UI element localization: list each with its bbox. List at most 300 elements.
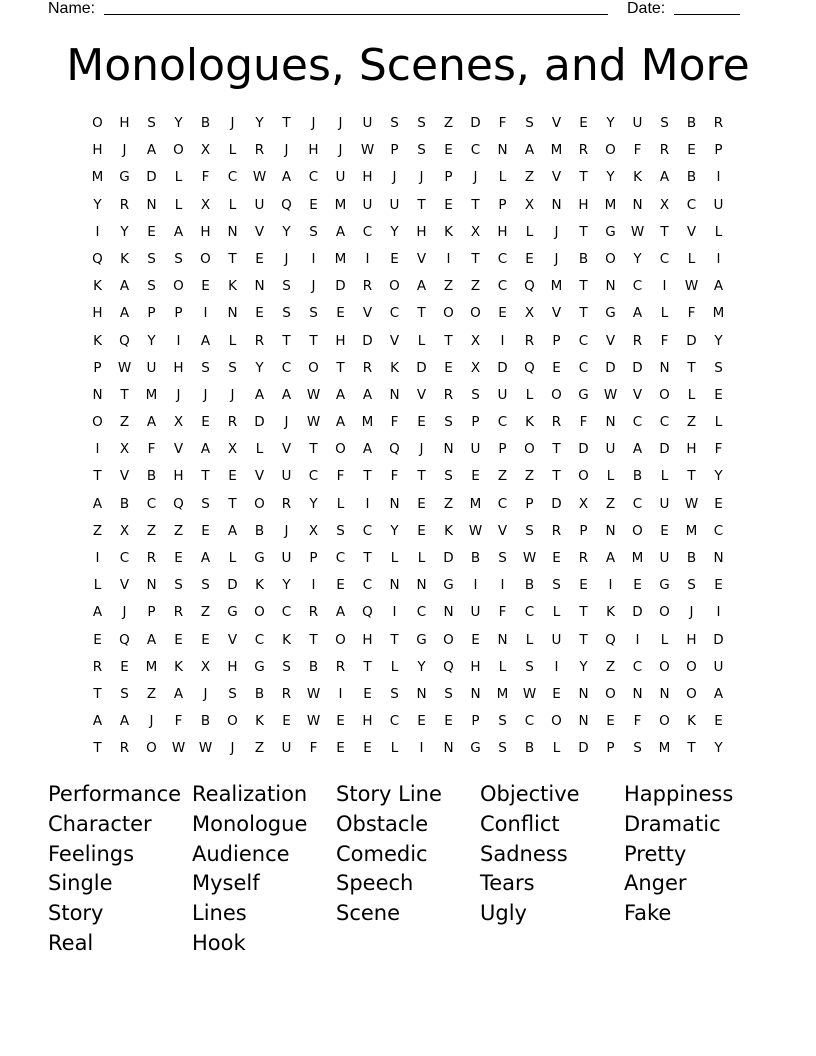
grid-letter[interactable]: J [230, 740, 235, 757]
grid-letter[interactable]: L [498, 658, 507, 675]
grid-letter[interactable]: W [306, 713, 321, 730]
grid-letter[interactable]: R [551, 414, 562, 431]
grid-letter[interactable]: I [176, 332, 181, 349]
grid-letter[interactable]: S [525, 658, 534, 675]
grid-letter[interactable]: W [360, 142, 375, 159]
grid-letter[interactable]: O [659, 658, 670, 675]
grid-letter[interactable]: Z [146, 685, 157, 702]
grid-letter[interactable]: N [632, 685, 643, 702]
grid-letter[interactable]: W [306, 414, 321, 431]
grid-letter[interactable]: N [254, 278, 265, 295]
grid-letter[interactable]: L [660, 305, 669, 322]
grid-letter[interactable]: C [146, 495, 157, 512]
grid-letter[interactable]: V [254, 468, 265, 485]
grid-letter[interactable]: O [254, 604, 265, 621]
grid-letter[interactable]: T [579, 278, 588, 295]
grid-letter[interactable]: T [228, 495, 237, 512]
grid-letter[interactable]: F [147, 441, 156, 458]
grid-letter[interactable]: G [227, 604, 238, 621]
grid-letter[interactable]: Q [605, 631, 616, 648]
grid-letter[interactable]: C [389, 713, 400, 730]
grid-letter[interactable]: F [660, 332, 669, 349]
grid-letter[interactable]: Y [714, 468, 723, 485]
grid-letter[interactable]: B [524, 740, 535, 757]
grid-letter[interactable]: R [578, 550, 589, 566]
grid-letter[interactable]: A [713, 278, 724, 295]
grid-letter[interactable]: M [658, 740, 671, 757]
grid-letter[interactable]: A [119, 278, 130, 295]
grid-letter[interactable]: W [198, 740, 213, 757]
grid-letter[interactable]: U [605, 441, 616, 458]
grid-letter[interactable]: R [119, 196, 130, 213]
grid-letter[interactable]: C [362, 522, 373, 539]
grid-letter[interactable]: H [578, 196, 589, 213]
grid-letter[interactable]: P [579, 522, 588, 539]
grid-letter[interactable]: B [524, 577, 535, 594]
grid-letter[interactable]: W [117, 359, 132, 376]
grid-letter[interactable]: A [281, 169, 292, 186]
grid-letter[interactable]: S [714, 359, 723, 376]
grid-letter[interactable]: Y [309, 495, 318, 512]
grid-letter[interactable]: S [687, 577, 696, 594]
grid-letter[interactable]: T [579, 223, 588, 240]
grid-letter[interactable]: M [550, 278, 563, 295]
grid-letter[interactable]: Q [443, 658, 454, 675]
grid-letter[interactable]: N [443, 740, 454, 757]
grid-letter[interactable]: A [362, 386, 373, 403]
grid-letter[interactable]: T [93, 740, 102, 757]
grid-letter[interactable]: U [335, 169, 346, 186]
grid-letter[interactable]: R [578, 142, 589, 159]
grid-letter[interactable]: E [201, 278, 210, 295]
grid-letter[interactable]: K [390, 359, 399, 376]
grid-letter[interactable]: V [686, 223, 697, 240]
grid-letter[interactable]: P [444, 169, 453, 186]
grid-letter[interactable]: A [227, 522, 238, 539]
grid-letter[interactable]: O [200, 250, 211, 267]
grid-letter[interactable]: C [497, 495, 508, 512]
grid-letter[interactable]: Z [92, 522, 103, 539]
grid-letter[interactable]: U [497, 386, 508, 403]
grid-letter[interactable]: J [284, 250, 289, 267]
grid-letter[interactable]: Q [281, 196, 292, 213]
grid-letter[interactable]: V [281, 441, 292, 458]
grid-letter[interactable]: S [552, 577, 561, 594]
grid-letter[interactable]: E [552, 359, 561, 376]
grid-letter[interactable]: Q [389, 441, 400, 458]
grid-letter[interactable]: B [686, 169, 697, 186]
grid-letter[interactable]: N [389, 577, 400, 594]
grid-letter[interactable]: N [632, 196, 643, 213]
grid-letter[interactable]: A [200, 441, 211, 458]
grid-letter[interactable]: T [417, 468, 426, 485]
grid-letter[interactable]: P [714, 142, 723, 159]
grid-letter[interactable]: X [659, 196, 670, 213]
grid-letter[interactable]: R [119, 740, 130, 757]
grid-letter[interactable]: H [335, 332, 346, 349]
grid-letter[interactable]: J [338, 115, 343, 131]
grid-letter[interactable]: S [282, 278, 291, 295]
grid-letter[interactable]: P [390, 142, 399, 159]
grid-letter[interactable]: Y [255, 115, 264, 131]
grid-letter[interactable]: T [417, 305, 426, 322]
grid-letter[interactable]: N [227, 223, 238, 240]
grid-letter[interactable]: B [200, 115, 211, 131]
grid-letter[interactable]: O [173, 278, 184, 295]
grid-letter[interactable]: Z [524, 169, 535, 186]
grid-letter[interactable]: N [146, 196, 157, 213]
grid-letter[interactable]: O [335, 441, 346, 458]
grid-letter[interactable]: E [444, 359, 453, 376]
grid-letter[interactable]: A [713, 685, 724, 702]
grid-letter[interactable]: Z [173, 522, 184, 539]
grid-letter[interactable]: I [338, 685, 343, 702]
grid-letter[interactable]: E [93, 631, 102, 648]
grid-letter[interactable]: O [686, 685, 697, 702]
grid-letter[interactable]: M [145, 386, 158, 403]
grid-letter[interactable]: A [605, 550, 616, 566]
grid-letter[interactable]: H [227, 658, 238, 675]
grid-letter[interactable]: L [714, 223, 723, 240]
grid-letter[interactable]: N [389, 386, 400, 403]
grid-letter[interactable]: R [308, 604, 319, 621]
grid-letter[interactable]: Z [443, 115, 454, 131]
grid-letter[interactable]: E [228, 468, 237, 485]
grid-letter[interactable]: K [93, 332, 102, 349]
grid-letter[interactable]: S [525, 115, 534, 131]
grid-letter[interactable]: F [390, 414, 399, 431]
grid-letter[interactable]: H [416, 223, 427, 240]
grid-letter[interactable]: E [714, 495, 723, 512]
grid-letter[interactable]: T [228, 250, 237, 267]
grid-letter[interactable]: P [309, 550, 318, 566]
grid-letter[interactable]: Z [605, 658, 616, 675]
grid-letter[interactable]: S [282, 305, 291, 322]
grid-letter[interactable]: L [552, 604, 561, 621]
grid-letter[interactable]: R [524, 332, 535, 349]
grid-letter[interactable]: T [120, 386, 129, 403]
grid-letter[interactable]: V [551, 115, 562, 131]
grid-letter[interactable]: A [281, 386, 292, 403]
grid-letter[interactable]: F [579, 414, 588, 431]
grid-letter[interactable]: P [498, 441, 507, 458]
grid-letter[interactable]: T [579, 631, 588, 648]
grid-letter[interactable]: N [578, 713, 589, 730]
grid-letter[interactable]: A [335, 414, 346, 431]
grid-letter[interactable]: U [551, 631, 562, 648]
grid-letter[interactable]: A [92, 604, 103, 621]
grid-letter[interactable]: J [230, 115, 235, 131]
grid-letter[interactable]: Y [147, 332, 156, 349]
grid-letter[interactable]: J [122, 142, 127, 159]
grid-letter[interactable]: K [255, 713, 264, 730]
grid-letter[interactable]: I [716, 604, 721, 621]
grid-letter[interactable]: U [713, 658, 724, 675]
grid-letter[interactable]: L [174, 196, 183, 213]
grid-letter[interactable]: H [686, 631, 697, 648]
grid-letter[interactable]: E [255, 250, 264, 267]
grid-letter[interactable]: L [660, 468, 669, 485]
grid-letter[interactable]: E [201, 631, 210, 648]
grid-letter[interactable]: A [119, 713, 130, 730]
grid-letter[interactable]: Y [120, 223, 129, 240]
grid-letter[interactable]: J [311, 115, 316, 131]
grid-letter[interactable]: O [335, 631, 346, 648]
grid-letter[interactable]: F [309, 740, 318, 757]
grid-letter[interactable]: I [473, 577, 478, 594]
grid-letter[interactable]: H [92, 142, 103, 159]
grid-letter[interactable]: X [524, 305, 535, 322]
grid-letter[interactable]: Y [93, 196, 102, 213]
grid-letter[interactable]: I [635, 631, 640, 648]
grid-letter[interactable]: U [470, 604, 481, 621]
grid-letter[interactable]: E [147, 223, 156, 240]
grid-letter[interactable]: F [336, 468, 345, 485]
grid-letter[interactable]: E [417, 414, 426, 431]
grid-letter[interactable]: N [605, 414, 616, 431]
grid-letter[interactable]: M [685, 522, 698, 539]
grid-letter[interactable]: V [362, 305, 373, 322]
grid-letter[interactable]: Z [605, 495, 616, 512]
grid-letter[interactable]: F [174, 713, 183, 730]
grid-letter[interactable]: O [524, 441, 535, 458]
grid-letter[interactable]: A [335, 386, 346, 403]
grid-letter[interactable]: O [470, 305, 481, 322]
grid-letter[interactable]: D [443, 550, 454, 566]
grid-letter[interactable]: D [632, 359, 643, 376]
grid-letter[interactable]: B [686, 115, 697, 131]
grid-letter[interactable]: J [203, 685, 208, 702]
grid-letter[interactable]: O [605, 685, 616, 702]
grid-letter[interactable]: X [227, 441, 238, 458]
grid-letter[interactable]: I [662, 278, 667, 295]
grid-letter[interactable]: N [605, 522, 616, 539]
grid-letter[interactable]: N [659, 359, 670, 376]
grid-letter[interactable]: E [363, 685, 372, 702]
grid-letter[interactable]: X [119, 522, 130, 539]
grid-letter[interactable]: O [659, 604, 670, 621]
grid-letter[interactable]: S [390, 115, 399, 131]
grid-letter[interactable]: N [713, 550, 724, 566]
grid-letter[interactable]: X [578, 495, 589, 512]
grid-letter[interactable]: M [91, 169, 104, 186]
grid-letter[interactable]: R [632, 332, 643, 349]
grid-letter[interactable]: Z [443, 278, 454, 295]
grid-letter[interactable]: R [173, 604, 184, 621]
grid-letter[interactable]: E [552, 685, 561, 702]
grid-letter[interactable]: Q [119, 631, 130, 648]
grid-letter[interactable]: C [362, 577, 373, 594]
grid-letter[interactable]: M [712, 305, 725, 322]
grid-letter[interactable]: C [308, 169, 319, 186]
grid-letter[interactable]: A [92, 713, 103, 730]
grid-letter[interactable]: S [498, 740, 507, 757]
grid-letter[interactable]: J [149, 713, 154, 730]
grid-letter[interactable]: N [146, 577, 157, 594]
grid-letter[interactable]: G [605, 305, 616, 322]
grid-letter[interactable]: G [416, 631, 427, 648]
grid-letter[interactable]: A [92, 495, 103, 512]
grid-letter[interactable]: R [146, 550, 157, 566]
grid-letter[interactable]: A [659, 169, 670, 186]
grid-letter[interactable]: T [579, 604, 588, 621]
grid-letter[interactable]: R [659, 142, 670, 159]
grid-letter[interactable]: E [714, 713, 723, 730]
grid-letter[interactable]: J [311, 278, 316, 295]
grid-letter[interactable]: T [552, 441, 561, 458]
grid-letter[interactable]: T [282, 115, 291, 131]
grid-letter[interactable]: E [471, 631, 480, 648]
grid-letter[interactable]: O [389, 278, 400, 295]
grid-letter[interactable]: L [687, 250, 696, 267]
grid-letter[interactable]: J [284, 142, 289, 159]
grid-letter[interactable]: G [254, 550, 265, 566]
grid-letter[interactable]: M [496, 685, 509, 702]
grid-letter[interactable]: M [334, 196, 347, 213]
grid-letter[interactable]: O [146, 740, 157, 757]
grid-letter[interactable]: R [281, 685, 292, 702]
grid-letter[interactable]: C [281, 359, 292, 376]
grid-letter[interactable]: W [684, 495, 699, 512]
grid-letter[interactable]: X [308, 522, 319, 539]
grid-letter[interactable]: N [227, 305, 238, 322]
grid-letter[interactable]: L [228, 332, 237, 349]
grid-letter[interactable]: U [254, 196, 265, 213]
grid-letter[interactable]: E [417, 495, 426, 512]
grid-letter[interactable]: S [201, 359, 210, 376]
grid-letter[interactable]: O [443, 305, 454, 322]
grid-letter[interactable]: Y [714, 332, 723, 349]
grid-letter[interactable]: G [254, 658, 265, 675]
grid-letter[interactable]: L [525, 631, 534, 648]
grid-letter[interactable]: E [660, 522, 669, 539]
grid-letter[interactable]: A [146, 414, 157, 431]
grid-letter[interactable]: E [390, 250, 399, 267]
grid-letter[interactable]: B [146, 468, 157, 485]
grid-letter[interactable]: H [173, 359, 184, 376]
grid-letter[interactable]: C [227, 169, 238, 186]
grid-letter[interactable]: Y [390, 522, 399, 539]
grid-letter[interactable]: I [500, 577, 505, 594]
grid-letter[interactable]: V [119, 468, 130, 485]
grid-letter[interactable]: O [659, 386, 670, 403]
grid-letter[interactable]: Z [443, 495, 454, 512]
grid-letter[interactable]: O [605, 142, 616, 159]
grid-letter[interactable]: K [228, 278, 237, 295]
grid-letter[interactable]: I [446, 250, 451, 267]
grid-letter[interactable]: J [284, 414, 289, 431]
grid-letter[interactable]: E [336, 713, 345, 730]
grid-letter[interactable]: C [119, 550, 130, 566]
grid-letter[interactable]: I [716, 169, 721, 186]
grid-letter[interactable]: X [200, 658, 211, 675]
grid-letter[interactable]: R [92, 658, 103, 675]
grid-letter[interactable]: D [713, 631, 724, 648]
grid-letter[interactable]: V [551, 305, 562, 322]
grid-letter[interactable]: M [334, 250, 347, 267]
grid-letter[interactable]: B [254, 522, 265, 539]
grid-letter[interactable]: R [551, 522, 562, 539]
grid-letter[interactable]: F [498, 604, 507, 621]
grid-letter[interactable]: A [200, 332, 211, 349]
grid-letter[interactable]: P [147, 604, 156, 621]
grid-letter[interactable]: N [92, 386, 103, 403]
grid-letter[interactable]: G [659, 577, 670, 594]
grid-letter[interactable]: D [686, 332, 697, 349]
grid-letter[interactable]: S [174, 250, 183, 267]
grid-letter[interactable]: W [522, 550, 537, 566]
grid-letter[interactable]: C [659, 250, 670, 267]
grid-letter[interactable]: S [336, 522, 345, 539]
grid-letter[interactable]: U [713, 196, 724, 213]
grid-letter[interactable]: Q [524, 278, 535, 295]
grid-letter[interactable]: E [363, 740, 372, 757]
grid-letter[interactable]: J [176, 386, 181, 403]
grid-letter[interactable]: U [362, 196, 373, 213]
grid-letter[interactable]: A [632, 441, 643, 458]
grid-letter[interactable]: A [146, 142, 157, 159]
grid-letter[interactable]: R [281, 495, 292, 512]
grid-letter[interactable]: T [282, 332, 291, 349]
grid-letter[interactable]: P [471, 713, 480, 730]
grid-letter[interactable]: N [659, 685, 670, 702]
grid-letter[interactable]: O [443, 631, 454, 648]
grid-letter[interactable]: E [552, 550, 561, 566]
grid-letter[interactable]: L [93, 577, 102, 594]
grid-letter[interactable]: C [713, 522, 724, 539]
grid-letter[interactable]: Y [714, 740, 723, 757]
grid-letter[interactable]: B [308, 658, 319, 675]
grid-letter[interactable]: L [714, 414, 723, 431]
grid-letter[interactable]: T [336, 359, 345, 376]
grid-letter[interactable]: N [497, 142, 508, 159]
grid-letter[interactable]: V [389, 332, 400, 349]
grid-letter[interactable]: W [603, 386, 618, 403]
grid-letter[interactable]: U [281, 740, 292, 757]
grid-letter[interactable]: C [578, 359, 589, 376]
grid-letter[interactable]: S [309, 223, 318, 240]
grid-letter[interactable]: T [471, 196, 480, 213]
grid-letter[interactable]: P [471, 414, 480, 431]
grid-letter[interactable]: M [361, 414, 374, 431]
grid-letter[interactable]: R [443, 386, 454, 403]
grid-letter[interactable]: T [309, 332, 318, 349]
grid-letter[interactable]: B [254, 685, 265, 702]
grid-letter[interactable]: Y [417, 658, 426, 675]
grid-letter[interactable]: S [525, 522, 534, 539]
grid-letter[interactable]: F [633, 713, 642, 730]
grid-letter[interactable]: R [362, 278, 373, 295]
grid-letter[interactable]: A [335, 223, 346, 240]
grid-letter[interactable]: I [95, 441, 100, 458]
grid-letter[interactable]: V [416, 250, 427, 267]
grid-letter[interactable]: E [687, 142, 696, 159]
grid-letter[interactable]: H [362, 631, 373, 648]
grid-letter[interactable]: A [632, 305, 643, 322]
grid-letter[interactable]: C [389, 305, 400, 322]
grid-letter[interactable]: T [687, 359, 696, 376]
grid-letter[interactable]: E [471, 468, 480, 485]
grid-letter[interactable]: K [606, 604, 615, 621]
grid-letter[interactable]: N [605, 278, 616, 295]
grid-letter[interactable]: O [92, 414, 103, 431]
grid-letter[interactable]: L [606, 468, 615, 485]
grid-letter[interactable]: K [444, 522, 453, 539]
grid-letter[interactable]: U [146, 359, 157, 376]
grid-letter[interactable]: E [525, 250, 534, 267]
grid-letter[interactable]: O [605, 250, 616, 267]
grid-letter[interactable]: L [687, 386, 696, 403]
